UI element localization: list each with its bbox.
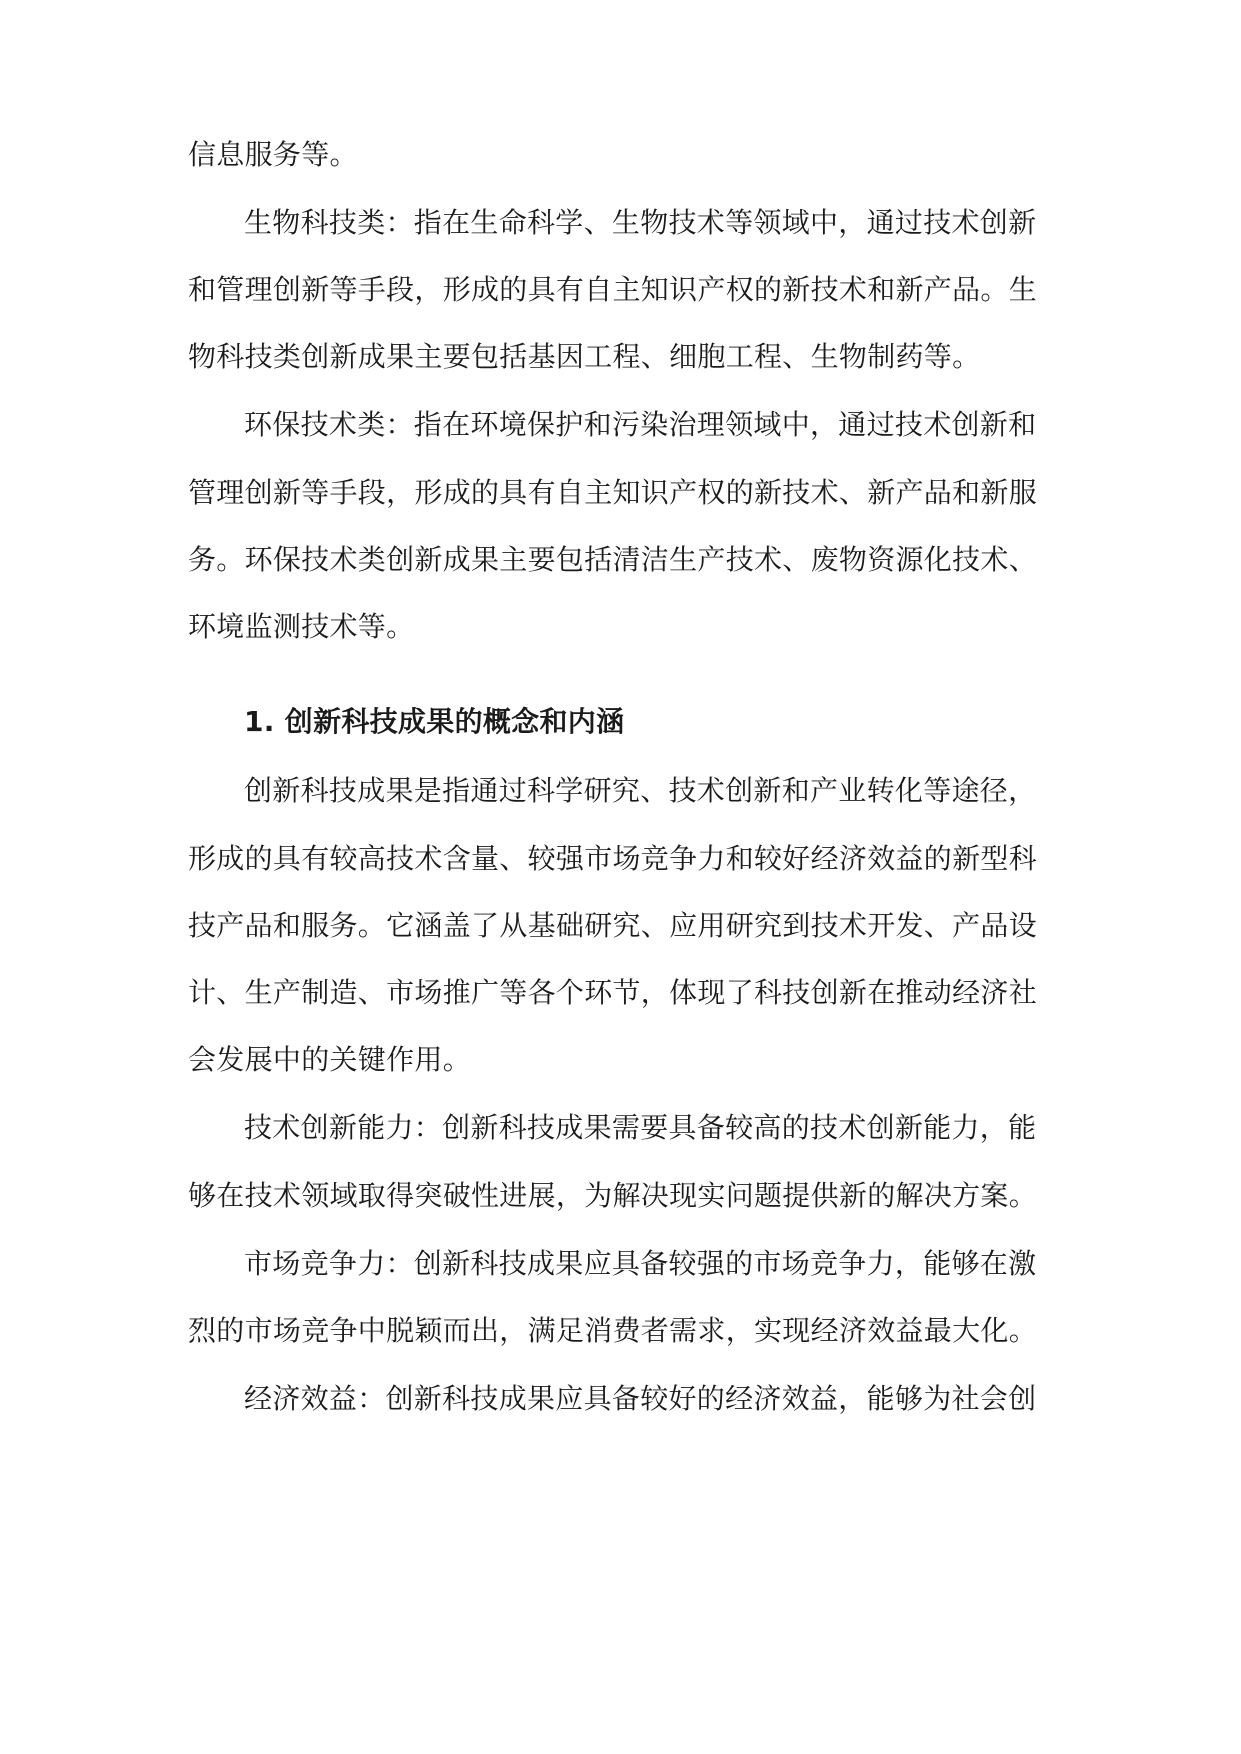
- paragraph-line: 务。环保技术类创新成果主要包括清洁生产技术、废物资源化技术、: [188, 543, 1038, 576]
- section-heading: 1. 创新科技成果的概念和内涵: [244, 705, 625, 738]
- paragraph-line: 会发展中的关键作用。: [188, 1043, 472, 1076]
- paragraph-line: 环境监测技术等。: [188, 610, 415, 643]
- paragraph-line: 够在技术领域取得突破性进展，为解决现实问题提供新的解决方案。: [188, 1179, 1038, 1212]
- paragraph-line: 环保技术类：指在环境保护和污染治理领域中，通过技术创新和: [244, 408, 1037, 441]
- paragraph-line: 管理创新等手段，形成的具有自主知识产权的新技术、新产品和新服: [188, 476, 1038, 509]
- paragraph-line: 计、生产制造、市场推广等各个环节，体现了科技创新在推动经济社: [188, 976, 1038, 1009]
- paragraph-line: 创新科技成果是指通过科学研究、技术创新和产业转化等途径，: [244, 774, 1037, 807]
- paragraph-line: 生物科技类：指在生命科学、生物技术等领域中，通过技术创新: [244, 206, 1037, 239]
- paragraph-line: 信息服务等。: [188, 138, 358, 171]
- paragraph-line: 形成的具有较高技术含量、较强市场竞争力和较好经济效益的新型科: [188, 842, 1038, 875]
- paragraph-line: 物科技类创新成果主要包括基因工程、细胞工程、生物制药等。: [188, 340, 981, 373]
- paragraph-line: 技产品和服务。它涵盖了从基础研究、应用研究到技术开发、产品设: [188, 909, 1038, 942]
- paragraph-line: 和管理创新等手段，形成的具有自主知识产权的新技术和新产品。生: [188, 273, 1038, 306]
- paragraph-line: 市场竞争力：创新科技成果应具备较强的市场竞争力，能够在激: [244, 1247, 1037, 1280]
- paragraph-line: 经济效益：创新科技成果应具备较好的经济效益，能够为社会创: [244, 1382, 1037, 1415]
- paragraph-line: 烈的市场竞争中脱颖而出，满足消费者需求，实现经济效益最大化。: [188, 1314, 1038, 1347]
- paragraph-line: 技术创新能力：创新科技成果需要具备较高的技术创新能力，能: [244, 1111, 1037, 1144]
